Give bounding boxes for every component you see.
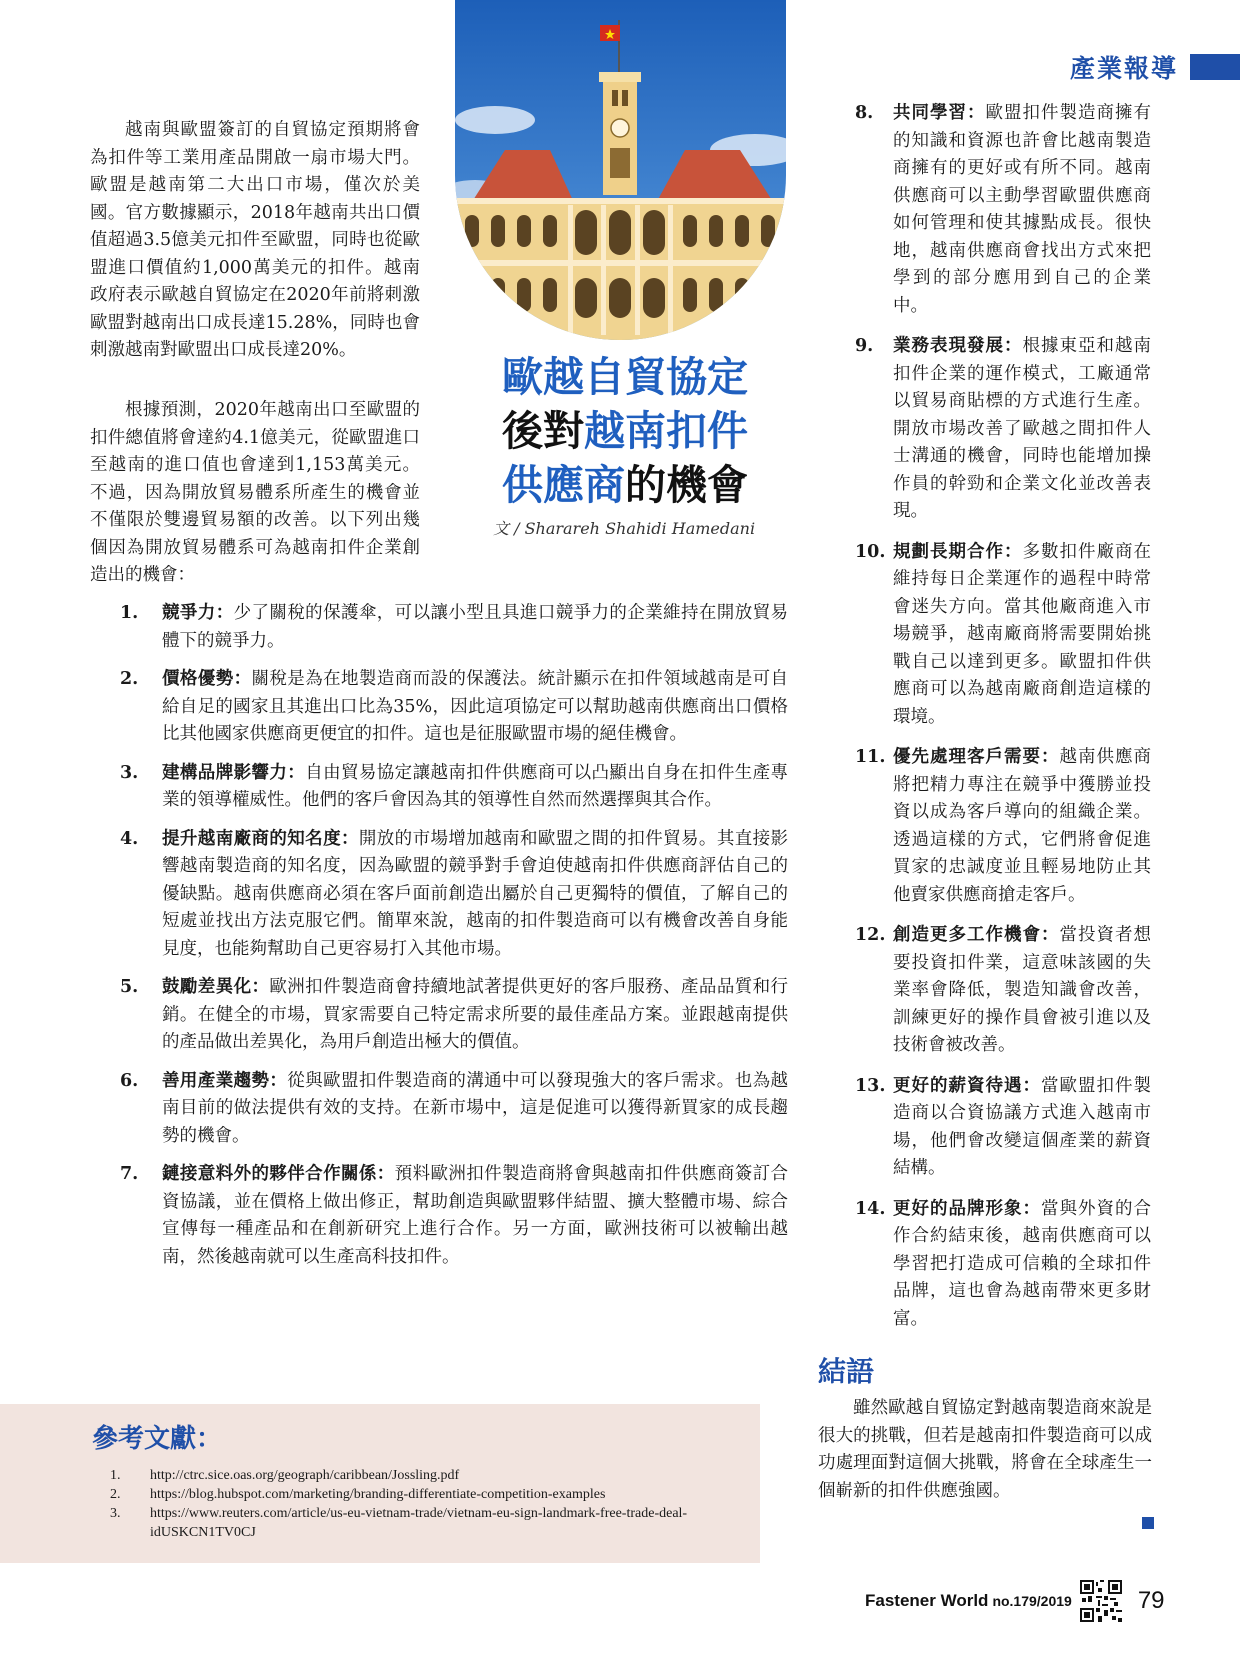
item-heading: 更好的薪資待遇：	[893, 1075, 1041, 1096]
item-heading: 提升越南廠商的知名度：	[162, 828, 359, 849]
list-item	[855, 1073, 1151, 1183]
section-tag-label: 產業報導	[1069, 54, 1178, 83]
item-heading: 建構品牌影響力：	[162, 762, 306, 783]
item-number: 7.	[120, 1164, 139, 1184]
item-text: 當歐盟扣件製造商以合資協議方式進入越南市場，他們會改變這個產業的薪資結構。	[893, 1075, 1151, 1178]
title-line-2a: 後對	[502, 407, 584, 455]
reference-item	[110, 1504, 730, 1542]
item-heading: 競爭力：	[162, 603, 234, 623]
item-number: 4.	[120, 828, 139, 849]
references-box	[0, 1404, 760, 1563]
item-text: 開放的市場增加越南和歐盟之間的扣件貿易。其直接影響越南製造商的知名度，因為歐盟的競爭對手會迫使越南扣件供應商評估自己的優缺點。越南供應商必須在客戶面前創造出屬於自己更獨特的價值，了解自己的短處並找出方法克服它們。簡單來說，越南的扣件製造商可以有機會改善自身能見度，也能夠幫助自己更容易打入其他市場。	[162, 828, 789, 959]
author-byline: 文 / Sharareh Shahidi Hamedani	[493, 519, 756, 538]
list-item	[120, 600, 788, 655]
reference-link[interactable]: http://ctrc.sice.oas.org/geograph/caribbean/Jossling.pdf	[150, 1468, 460, 1483]
list-item	[120, 974, 788, 1057]
section-tag	[1070, 50, 1240, 84]
item-number: 12.	[855, 925, 886, 945]
item-number: 2.	[120, 669, 139, 689]
conclusion-heading: 結語	[818, 1355, 875, 1388]
item-text: 當與外資的合作合約結束後，越南供應商可以學習把打造成可信賴的全球扣件品牌，這也會為越南帶來更多財富。	[893, 1198, 1151, 1329]
reference-link[interactable]: https://www.reuters.com/article/us-eu-vietnam-trade/vietnam-eu-sign-landmark-free-trade-deal-idUSKCN1TV0CJ	[150, 1506, 688, 1540]
list-item	[855, 539, 1151, 732]
item-number: 14.	[855, 1198, 886, 1219]
list-item	[120, 1161, 788, 1271]
page-footer	[865, 1580, 1165, 1622]
city-hall-photo	[455, 0, 786, 340]
item-text: 歐洲扣件製造商會持續地試著提供更好的客戶服務、產品品質和行銷。在健全的市場，買家需要自己特定需求所要的最佳產品方案。並跟越南提供的產品做出差異化，為用戶創造出極大的價值。	[162, 977, 789, 1052]
item-heading: 創造更多工作機會：	[893, 925, 1060, 945]
reference-number: 1.	[110, 1468, 121, 1483]
item-text: 根據東亞和越南扣件企業的運作模式，工廠通常以貿易商貼標的方式進行生產。開放市場改善了歐越之間扣件人士溝通的機會，同時也能增加操作員的幹勁和企業文化並改善表現。	[893, 336, 1151, 521]
item-number: 6.	[120, 1070, 139, 1091]
list-item	[120, 826, 788, 964]
item-heading: 價格優勢：	[162, 669, 252, 689]
title-line-3b: 的機會	[625, 461, 748, 509]
item-heading: 善用產業趨勢：	[162, 1070, 288, 1091]
item-text: 多數扣件廠商在維持每日企業運作的過程中時常會迷失方向。當其他廠商進入市場競爭，越南廠商將需要開始挑戰自己以達到更多。歐盟扣件供應商可以為越南廠商創造這樣的環境。	[893, 541, 1151, 727]
item-text: 當投資者想要投資扣件業，這意味該國的失業率會降低，製造知識會改善，訓練更好的操作員會被引進以及技術會被改善。	[893, 925, 1151, 1055]
opportunity-list-right	[855, 100, 1151, 1346]
item-text: 自由貿易協定讓越南扣件供應商可以凸顯出自身在扣件生產專業的領導權威性。他們的客戶會因為其的領導性自然而然選擇與其合作。	[162, 762, 789, 810]
intro-paragraph-2: 根據預測，2020年越南出口至歐盟的扣件總值將會達約4.1億美元，從歐盟進口至越南的進口值也會達到1,153萬美元。不過，因為開放貿易體系所產生的機會並不僅限於雙邊貿易額的改善。以下列出幾個因為開放貿易體系可為越南扣件企業創造出的機會：	[90, 400, 420, 585]
list-item	[855, 922, 1151, 1060]
reference-item	[110, 1485, 730, 1504]
item-heading: 業務表現發展：	[893, 336, 1023, 356]
list-item	[855, 333, 1151, 526]
list-item	[855, 1196, 1151, 1334]
item-number: 3.	[120, 762, 139, 783]
article-title	[455, 350, 795, 512]
title-line-2b: 越南扣件	[584, 407, 748, 455]
item-heading: 共同學習：	[893, 103, 986, 123]
item-number: 13.	[855, 1075, 886, 1096]
item-heading: 規劃長期合作：	[893, 541, 1023, 562]
item-number: 11.	[855, 747, 886, 767]
page-number: 79	[1137, 1587, 1165, 1614]
item-number: 1.	[120, 603, 139, 623]
section-tag-bar	[1190, 54, 1240, 80]
opportunity-list-left	[120, 600, 788, 1282]
item-heading: 鏈接意料外的夥伴合作關係：	[162, 1164, 395, 1184]
list-item	[120, 760, 788, 815]
list-item	[855, 744, 1151, 909]
item-text: 關稅是為在地製造商而設的保護法。統計顯示在扣件領域越南是可自給自足的國家且其進出口比為35%，因此這項協定可以幫助越南供應商出口價格比其他國家供應商更便宜的扣件。這也是征服歐盟市場的絕佳機會。	[162, 669, 789, 744]
intro-paragraph-1: 越南與歐盟簽訂的自貿協定預期將會為扣件等工業用產品開啟一扇市場大門。歐盟是越南第二大出口市場，僅次於美國。官方數據顯示，2018年越南共出口價值超過3.5億美元扣件至歐盟，同時也從歐盟進口價值約1,000萬美元的扣件。越南政府表示歐越自貿協定在2020年前將刺激歐盟對越南出口成長達15.28%，同時也會刺激越南對歐盟出口成長達20%。	[90, 120, 420, 360]
magazine-name: Fastener World	[865, 1591, 989, 1610]
conclusion-paragraph: 雖然歐越自貿協定對越南製造商來說是很大的挑戰，但若是越南扣件製造商可以成功處理面對這個大挑戰，將會在全球產生一個嶄新的扣件供應強國。	[818, 1398, 1152, 1501]
qr-code-icon[interactable]	[1080, 1580, 1122, 1622]
item-heading: 鼓勵差異化：	[162, 977, 270, 997]
reference-number: 3.	[110, 1506, 121, 1521]
list-item	[120, 666, 788, 749]
references-list	[110, 1466, 730, 1542]
item-heading: 優先處理客戶需要：	[893, 747, 1060, 767]
end-square-mark	[1142, 1517, 1154, 1529]
item-text: 從與歐盟扣件製造商的溝通中可以發現強大的客戶需求。也為越南目前的做法提供有效的支持。在新市場中，這是促進可以獲得新買家的成長趨勢的機會。	[162, 1070, 788, 1146]
item-number: 9.	[855, 336, 874, 356]
item-text: 越南供應商將把精力專注在競爭中獲勝並投資以成為客戶導向的組織企業。透過這樣的方式，它們將會促進買家的忠誠度並且輕易地防止其他賣家供應商搶走客戶。	[893, 747, 1151, 905]
title-line-3a: 供應商	[502, 461, 625, 509]
list-item	[120, 1068, 788, 1151]
list-item	[855, 100, 1151, 320]
item-text: 預料歐洲扣件製造商將會與越南扣件供應商簽訂合資協議，並在價格上做出修正，幫助創造與歐盟夥伴結盟、擴大整體市場、綜合宣傳每一種產品和在創新研究上進行合作。另一方面，歐洲技術可以被輸出越南，然後越南就可以生產高科技扣件。	[162, 1164, 789, 1267]
issue-number: no.179/2019	[992, 1593, 1072, 1609]
references-title: 參考文獻：	[92, 1424, 223, 1454]
title-line-1: 歐越自貿協定	[502, 353, 748, 401]
reference-link[interactable]: https://blog.hubspot.com/marketing/branding-differentiate-competition-examples	[150, 1487, 606, 1502]
item-number: 10.	[855, 541, 886, 562]
item-text: 少了關稅的保護傘，可以讓小型且具進口競爭力的企業維持在開放貿易體下的競爭力。	[162, 603, 789, 651]
item-number: 8.	[855, 103, 874, 123]
item-text: 歐盟扣件製造商擁有的知識和資源也許會比越南製造商擁有的更好或有所不同。越南供應商可以主動學習歐盟供應商如何管理和使其據點成長。很快地，越南供應商會找出方式來把學到的部分應用到自己的企業中。	[893, 103, 1151, 316]
item-number: 5.	[120, 977, 139, 997]
item-heading: 更好的品牌形象：	[893, 1198, 1041, 1219]
reference-number: 2.	[110, 1487, 121, 1502]
reference-item	[110, 1466, 730, 1485]
